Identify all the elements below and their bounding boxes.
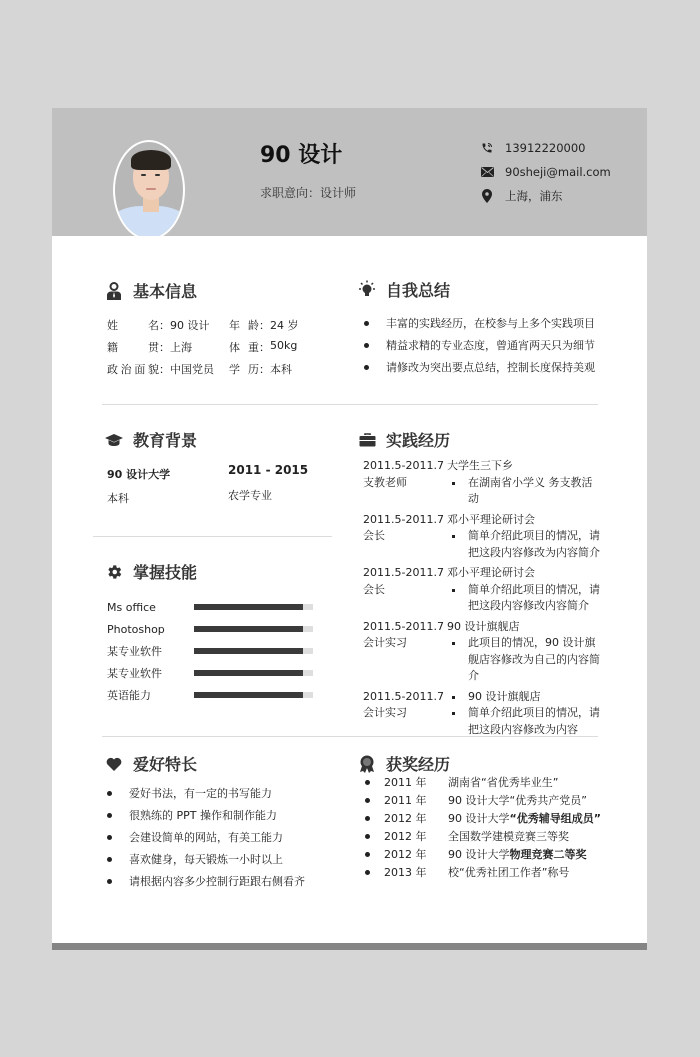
location-text: 上海，浦东 [505,189,563,203]
practice-item: 2011.5-2011.7 支教老师 大学生三下乡 在湖南省小学义 务支教活动 [363,458,603,508]
skill-bar [194,626,313,632]
skills-list [107,596,313,706]
phone-number: 13912220000 [505,141,586,155]
section-title-text: 教育背景 [133,431,198,450]
candidate-name: 90 设计 [260,143,343,168]
user-icon [104,281,124,301]
hobbies-list [107,782,305,892]
practice-item: 2011.5-2011.7 会长 邓小平理论研讨会 简单介绍此项目的情况，请把这段内容修改内容简介 [363,565,603,615]
section-title-text: 实践经历 [386,431,451,450]
skill-bar [194,604,313,610]
list-item: 喜欢健身，每天锻炼一小时以上 [107,848,305,870]
section-skills [104,560,197,583]
section-hobbies [104,752,197,775]
skill-row: Ms office [107,596,313,618]
skill-row: Photoshop [107,618,313,640]
study-period: 2011 - 2015 [228,463,309,477]
profile-photo [113,140,185,236]
resume-header [52,108,647,236]
list-item: 会建设简单的网站，有美工能力 [107,826,305,848]
skill-bar [194,670,313,676]
section-basic-info [104,279,197,302]
skill-bar [194,692,313,698]
basic-info-row: 籍贯 ： 上海 体重 ： 50kg [107,339,298,354]
divider [102,736,598,737]
list-item: 精益求精的专业态度，曾通宵两天只为细节 [364,334,595,356]
major: 农学专业 [228,489,272,502]
awards-list [363,773,601,881]
section-title-text: 基本信息 [133,282,198,301]
location-pin-icon [480,189,494,203]
award-item: 2011 年 90 设计大学“优秀共产党员” [363,791,601,809]
section-title-text: 掌握技能 [133,563,198,582]
practice-item: 2011.5-2011.7 会计实习 90 设计旗舰店 简单介绍此项目的情况，请把这段内容修改为内容 [363,689,603,739]
heart-icon [104,754,124,774]
summary-list [364,312,595,378]
contact-email [480,160,611,184]
page-bottom-bar [52,943,647,950]
list-item: 请修改为突出要点总结，控制长度保持美观 [364,356,595,378]
list-item: 丰富的实践经历，在校参与上多个实践项目 [364,312,595,334]
lightbulb-icon [357,280,377,300]
divider [93,536,332,537]
basic-info-row: 姓名 ： 90 设计 年龄 ： 24 岁 [107,319,299,332]
contact-phone [480,136,611,160]
award-item: 2012 年 全国数学建模竞赛三等奖 [363,827,601,845]
basic-info-row: 政治面貌 ： 中国党员 学历 ： 本科 [107,363,292,376]
practice-item: 2011.5-2011.7 会计实习 90 设计旗舰店 此项目的情况，90 设计旗舰店容修改为自己的内容简介 [363,619,603,685]
briefcase-icon [357,430,377,450]
list-item: 爱好书法，有一定的书写能力 [107,782,305,804]
mail-icon [480,165,494,179]
section-summary [357,278,450,301]
degree: 本科 [107,492,129,505]
divider [102,404,598,405]
skill-row: 某专业软件 [107,662,313,684]
section-education [104,428,197,451]
practice-list [363,458,603,742]
contact-info [480,136,611,208]
skill-row: 英语能力 [107,684,313,706]
basic-info-table [107,314,299,380]
section-practice [357,428,450,451]
skill-bar [194,648,313,654]
award-item: 2012 年 90 设计大学“优秀辅导组成员” [363,809,601,827]
section-title-text: 获奖经历 [386,755,451,774]
section-title-text: 自我总结 [386,281,451,300]
medal-icon [357,754,377,774]
award-item: 2012 年 90 设计大学物理竞赛二等奖 [363,845,601,863]
list-item: 很熟练的 PPT 操作和制作能力 [107,804,305,826]
skill-row: 某专业软件 [107,640,313,662]
gear-icon [104,562,124,582]
section-awards [357,752,450,775]
phone-icon [480,141,494,155]
email-address: 90sheji@mail.com [505,165,611,179]
list-item: 请根据内容多少控制行距跟右侧看齐 [107,870,305,892]
award-item: 2011 年 湖南省“省优秀毕业生” [363,773,601,791]
practice-item: 2011.5-2011.7 会长 邓小平理论研讨会 简单介绍此项目的情况，请把这段内容修改为内容简介 [363,512,603,562]
award-item: 2013 年 校“优秀社团工作者”称号 [363,863,601,881]
school-name: 90 设计大学 [107,468,171,481]
graduation-cap-icon [104,430,124,450]
contact-location [480,184,611,208]
job-intent: 求职意向：设计师 [260,186,357,200]
section-title-text: 爱好特长 [133,755,198,774]
resume-page [52,108,647,943]
